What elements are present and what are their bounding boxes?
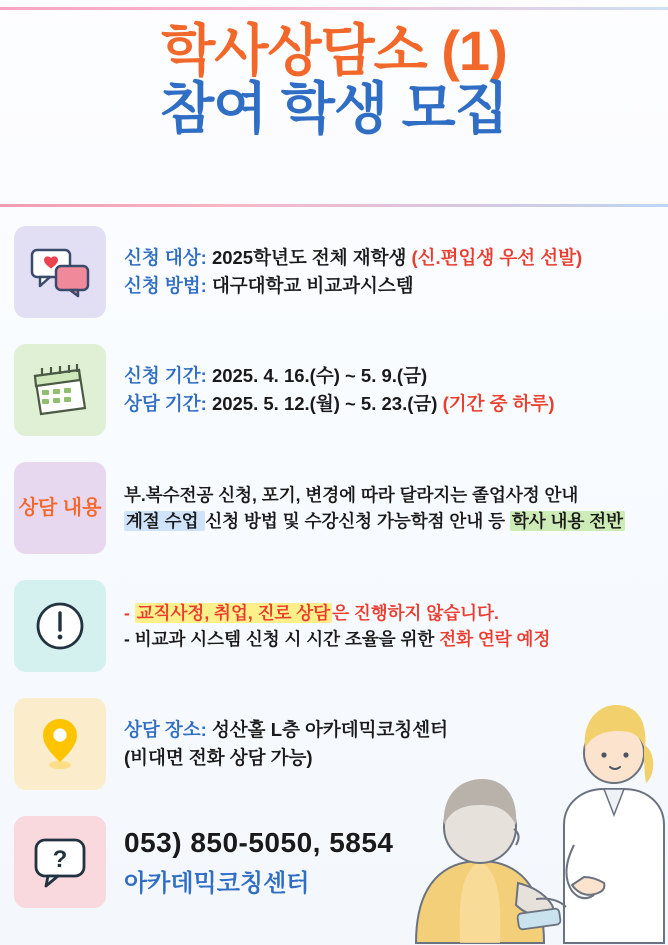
svg-text:?: ? <box>52 846 68 873</box>
row1-line2: 신청 방법: 대구대학교 비교과시스템 <box>124 275 414 296</box>
row1-line1: 신청 대상: 2025학년도 전체 재학생 (신.편입생 우선 선발) <box>124 247 583 269</box>
label-text-icon: 상담 내용 <box>18 497 102 519</box>
topics-label-box <box>14 462 106 554</box>
info-row-location <box>14 698 654 790</box>
info-row-contact-content <box>106 816 654 908</box>
info-row-location-content <box>106 698 654 790</box>
page-title <box>0 19 668 141</box>
calendar-icon-box <box>14 344 106 436</box>
info-row-notice-content <box>106 580 654 672</box>
chat-bubbles-heart-icon <box>30 246 90 298</box>
top-divider <box>0 7 668 10</box>
info-row-application <box>14 226 654 318</box>
title-divider <box>0 204 668 207</box>
info-row-period <box>14 344 654 436</box>
row3-line2: 계절 수업 신청 방법 및 수강신청 가능학점 안내 등 학사 내용 전반 <box>126 511 624 531</box>
contact-phone: 053) 850-5050, 5854 <box>124 826 394 858</box>
info-row-topics-content <box>106 462 654 554</box>
info-row-contact <box>14 816 654 908</box>
title-line-1: 학사상담소 (1) <box>161 19 507 82</box>
title-line-2: 참여 학생 모집 <box>160 77 508 141</box>
row4-line1: - 교직사정, 취업, 진로 상담 은 진행하지 않습니다. <box>124 602 499 623</box>
map-pin-icon-box <box>14 698 106 790</box>
question-bubble-icon <box>32 836 88 888</box>
contact-center-name: 아카데믹코칭센터 <box>124 869 310 897</box>
question-bubble-icon-box <box>14 816 106 908</box>
row5-line2: (비대면 전화 상담 가능) <box>124 747 313 768</box>
chat-bubbles-heart-icon-box <box>14 226 106 318</box>
info-row-application-content <box>106 226 654 318</box>
row2-line2: 상담 기간: 2025. 5. 12.(월) ~ 5. 23.(금) (기간 중 하루) <box>124 393 555 414</box>
row3-line1: 부.복수전공 신청, 포기, 변경에 따라 달라지는 졸업사정 안내 <box>124 484 579 505</box>
map-pin-icon <box>37 715 83 773</box>
info-row-period-content <box>106 344 654 436</box>
row2-line1: 신청 기간: 2025. 4. 16.(수) ~ 5. 9.(금) <box>124 365 428 387</box>
row5-line1: 상담 장소: 성산홀 L층 아카데믹코칭센터 <box>124 719 448 741</box>
exclamation-icon-box <box>14 580 106 672</box>
info-row-topics <box>14 462 654 554</box>
calendar-icon <box>29 362 91 418</box>
exclamation-circle-icon <box>34 600 86 652</box>
info-row-notice <box>14 580 654 672</box>
row4-line2: - 비교과 시스템 신청 시 시간 조율을 위한 전화 연락 예정 <box>124 629 551 649</box>
